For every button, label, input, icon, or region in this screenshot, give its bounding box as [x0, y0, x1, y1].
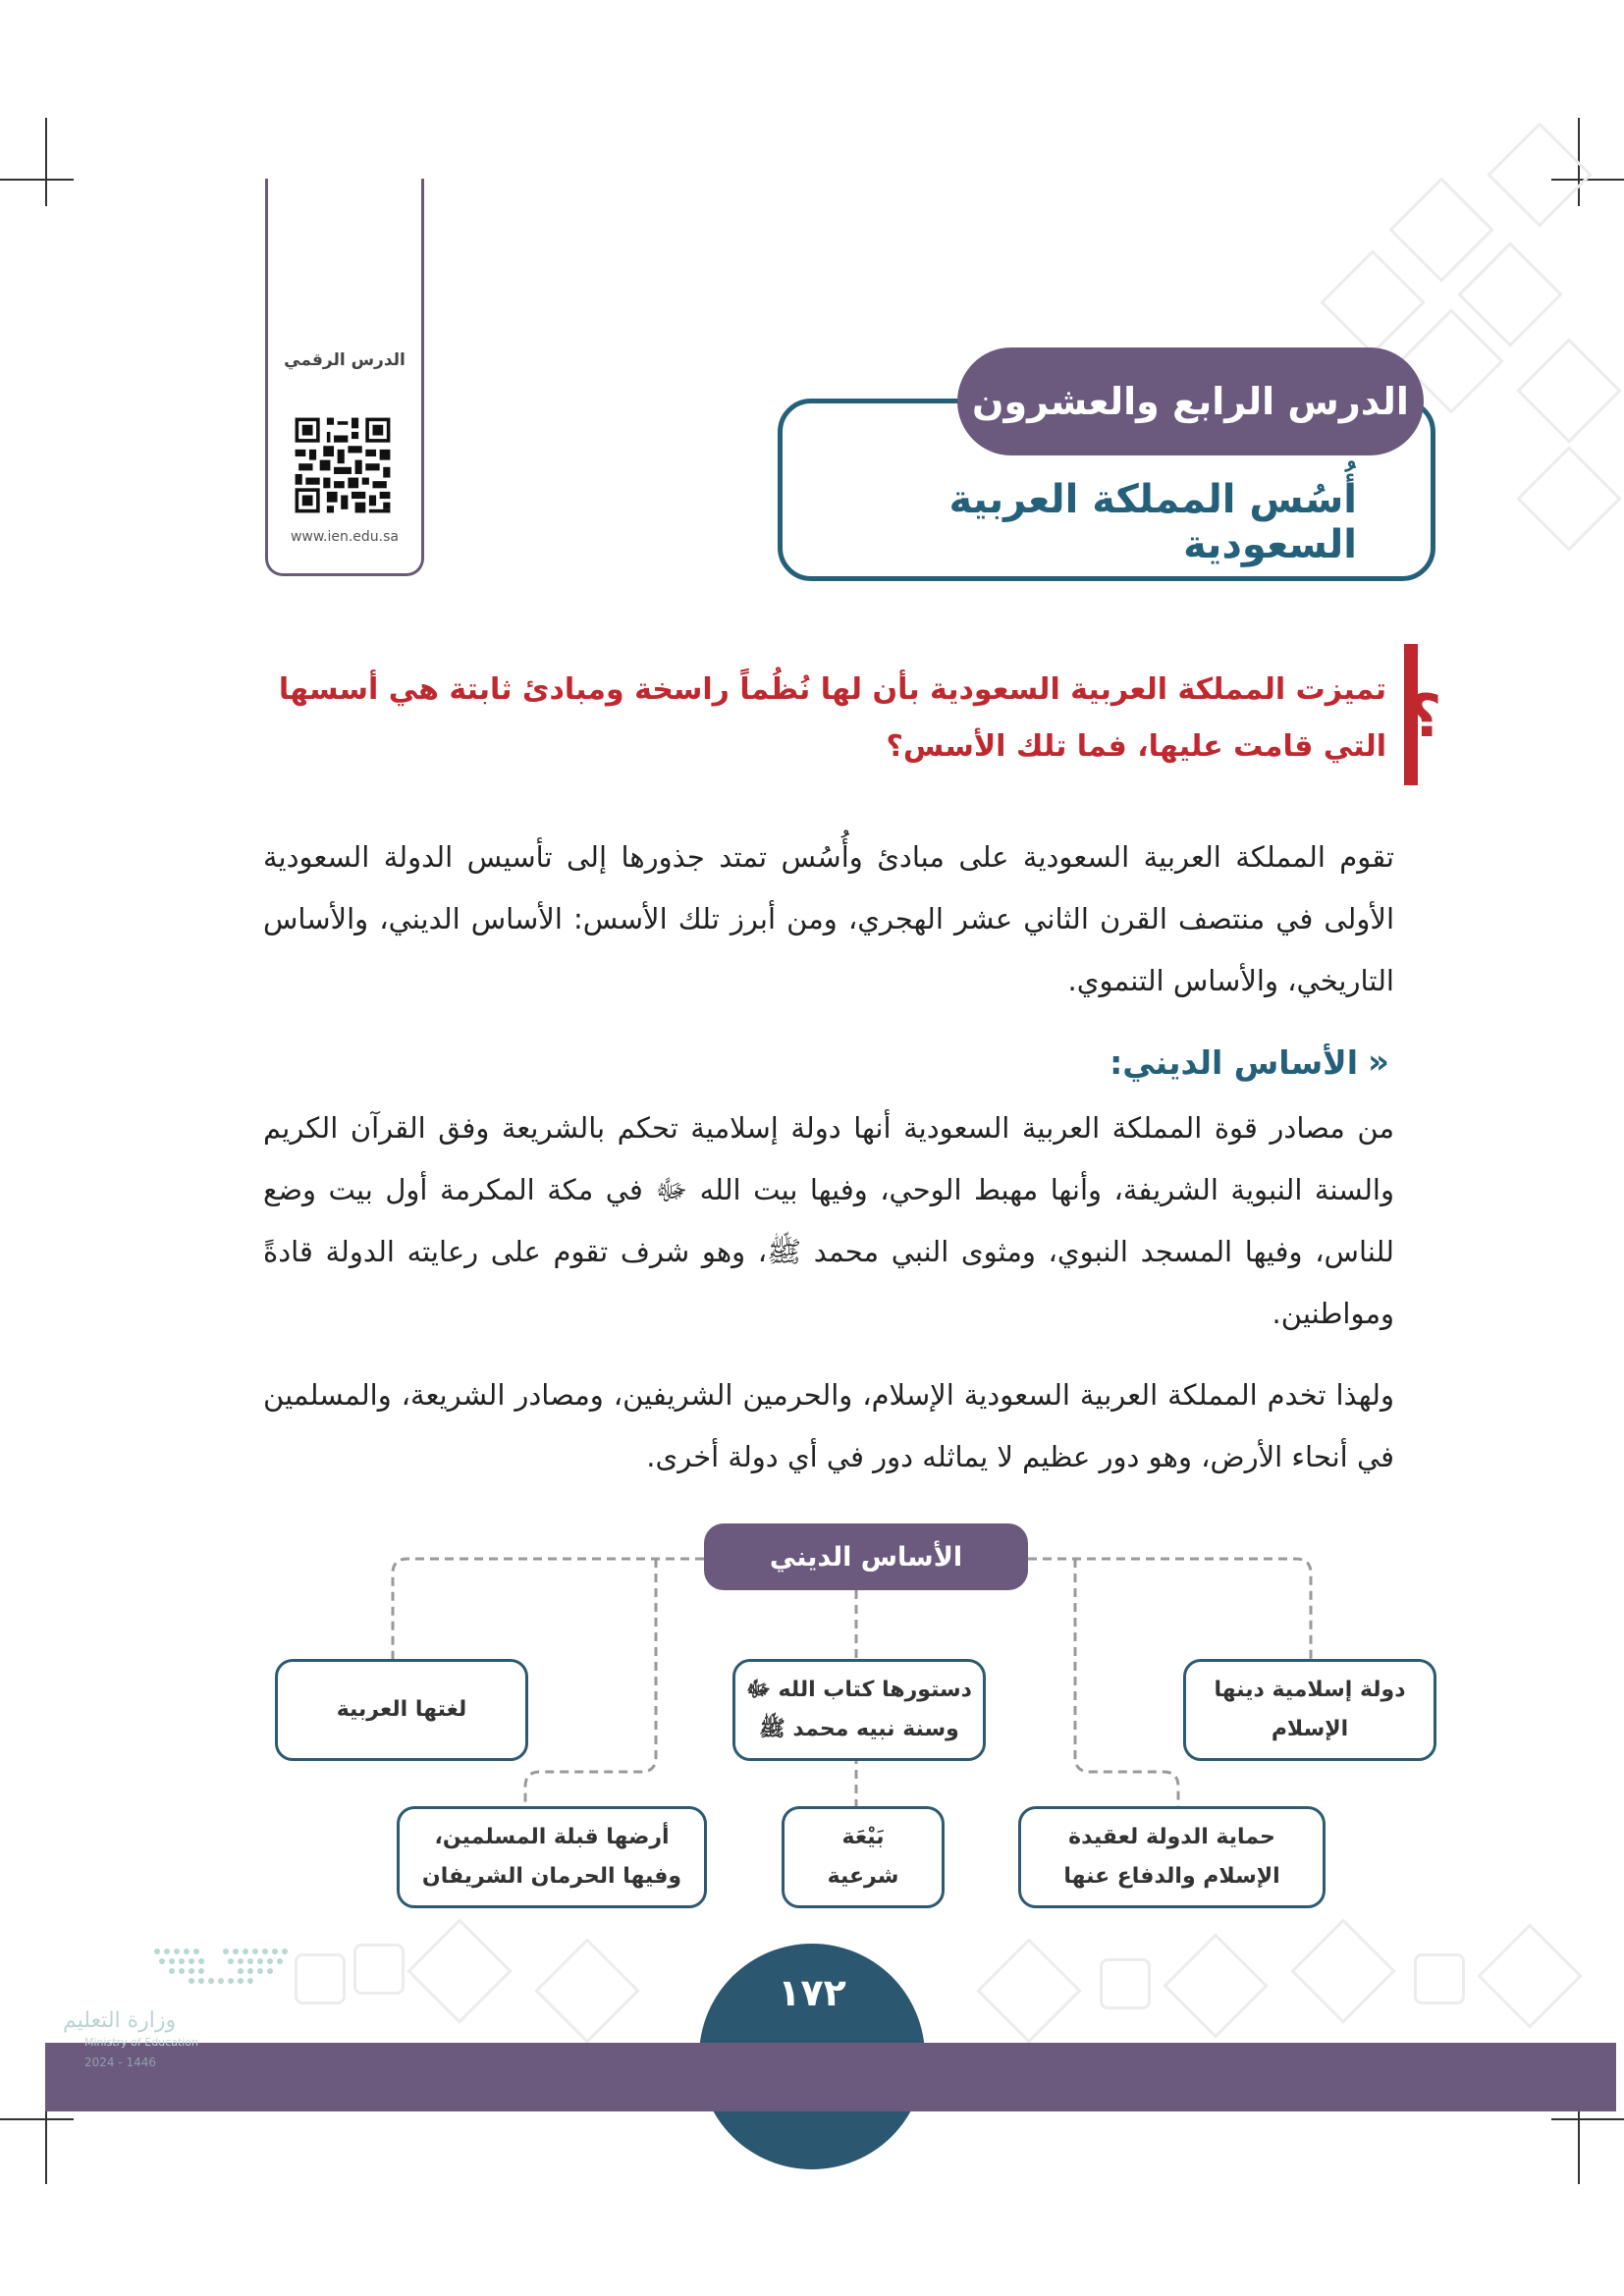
- page-number: ١٧٢: [778, 1971, 846, 2014]
- diagram-node-line: بَيْعَة: [841, 1825, 885, 1849]
- section-paragraph-1: من مصادر قوة المملكة العربية السعودية أنها دولة إسلامية تحكم بالشريعة وفق القرآن الكريم والسنة النبوية الشريفة، وأنها مهبط الوحي، وفيها بيت الله ﷻ في مكة المكرمة أول بيت وضع للناس، وفيها المسجد النبوي، ومثوى النبي محمد ﷺ، وهو شرف تقوم على رعايته الدولة قادةً ومواطنين.: [263, 1111, 1394, 1330]
- diagram-node-line: دولة إسلامية دينها: [1214, 1678, 1406, 1702]
- diagram-node-arabic-language: [275, 1659, 528, 1761]
- digital-lesson-url[interactable]: www.ien.edu.sa: [290, 529, 400, 545]
- question-text: تميزت المملكة العربية السعودية بأن لها نُظُماً راسخة ومبادئ ثابتة هي أسسها التي قامت عليها، فما تلك الأسس؟: [278, 672, 1386, 764]
- diagram-root-label: الأساس الديني: [769, 1541, 963, 1573]
- footer-bar: [45, 2043, 1616, 2111]
- intro-paragraph: تقوم المملكة العربية السعودية على مبادئ وأُسُس تمتد جذورها إلى تأسيس الدولة السعودية الأولى في منتصف القرن الثاني عشر الهجري، ومن أبرز تلك الأسس: الأساس الديني، والأساس التاريخي، والأساس التنموي.: [263, 840, 1394, 997]
- diagram-node-line: دستورها كتاب الله ﷻ: [746, 1678, 972, 1702]
- section-heading-text: الأساس الديني:: [1110, 1042, 1359, 1082]
- section-paragraph-2: ولهذا تخدم المملكة العربية السعودية الإسلام، والحرمين الشريفين، ومصادر الشريعة، والمسلمين في أنحاء الأرض، وهو دور عظيم لا يماثله دور في أي دولة أخرى.: [263, 1378, 1394, 1473]
- double-chevron-icon: «: [1368, 1042, 1389, 1082]
- diagram-node-line: الإسلام والدفاع عنها: [1063, 1864, 1280, 1889]
- diagram-node-line: الإسلام: [1271, 1717, 1349, 1741]
- ministry-name-en: Ministry of Education: [84, 2036, 199, 2049]
- diagram-node-line: شرعية: [827, 1864, 899, 1889]
- ministry-logo-icon: [147, 1944, 295, 2002]
- ministry-name: وزارة التعليم: [63, 2008, 177, 2033]
- diagram-node-constitution: [732, 1659, 986, 1761]
- diagram-node-line: أرضها قبلة المسلمين،: [434, 1825, 670, 1849]
- diagram-node-line: حماية الدولة لعقيدة: [1068, 1825, 1275, 1849]
- diagram-node-islamic-state: [1183, 1659, 1436, 1761]
- diagram-node-line: وفيها الحرمان الشريفان: [421, 1864, 682, 1889]
- diagram-root: [704, 1523, 1028, 1590]
- diagram-node-bayah: [782, 1806, 945, 1908]
- diagram-node-line: لغتها العربية: [336, 1697, 467, 1722]
- edition-year: 2024 - 1446: [84, 2056, 157, 2069]
- diagram-node-line: وسنة نبيه محمد ﷺ: [759, 1717, 959, 1741]
- diagram-node-qibla-land: [397, 1806, 707, 1908]
- diagram-node-protection: [1018, 1806, 1326, 1908]
- lesson-number-label: الدرس الرابع والعشرون: [972, 380, 1409, 423]
- digital-lesson-label: الدرس الرقمي: [284, 350, 406, 370]
- question-mark-icon: ؟: [1407, 682, 1442, 751]
- lesson-title: أُسُس المملكة العربية السعودية: [948, 477, 1357, 567]
